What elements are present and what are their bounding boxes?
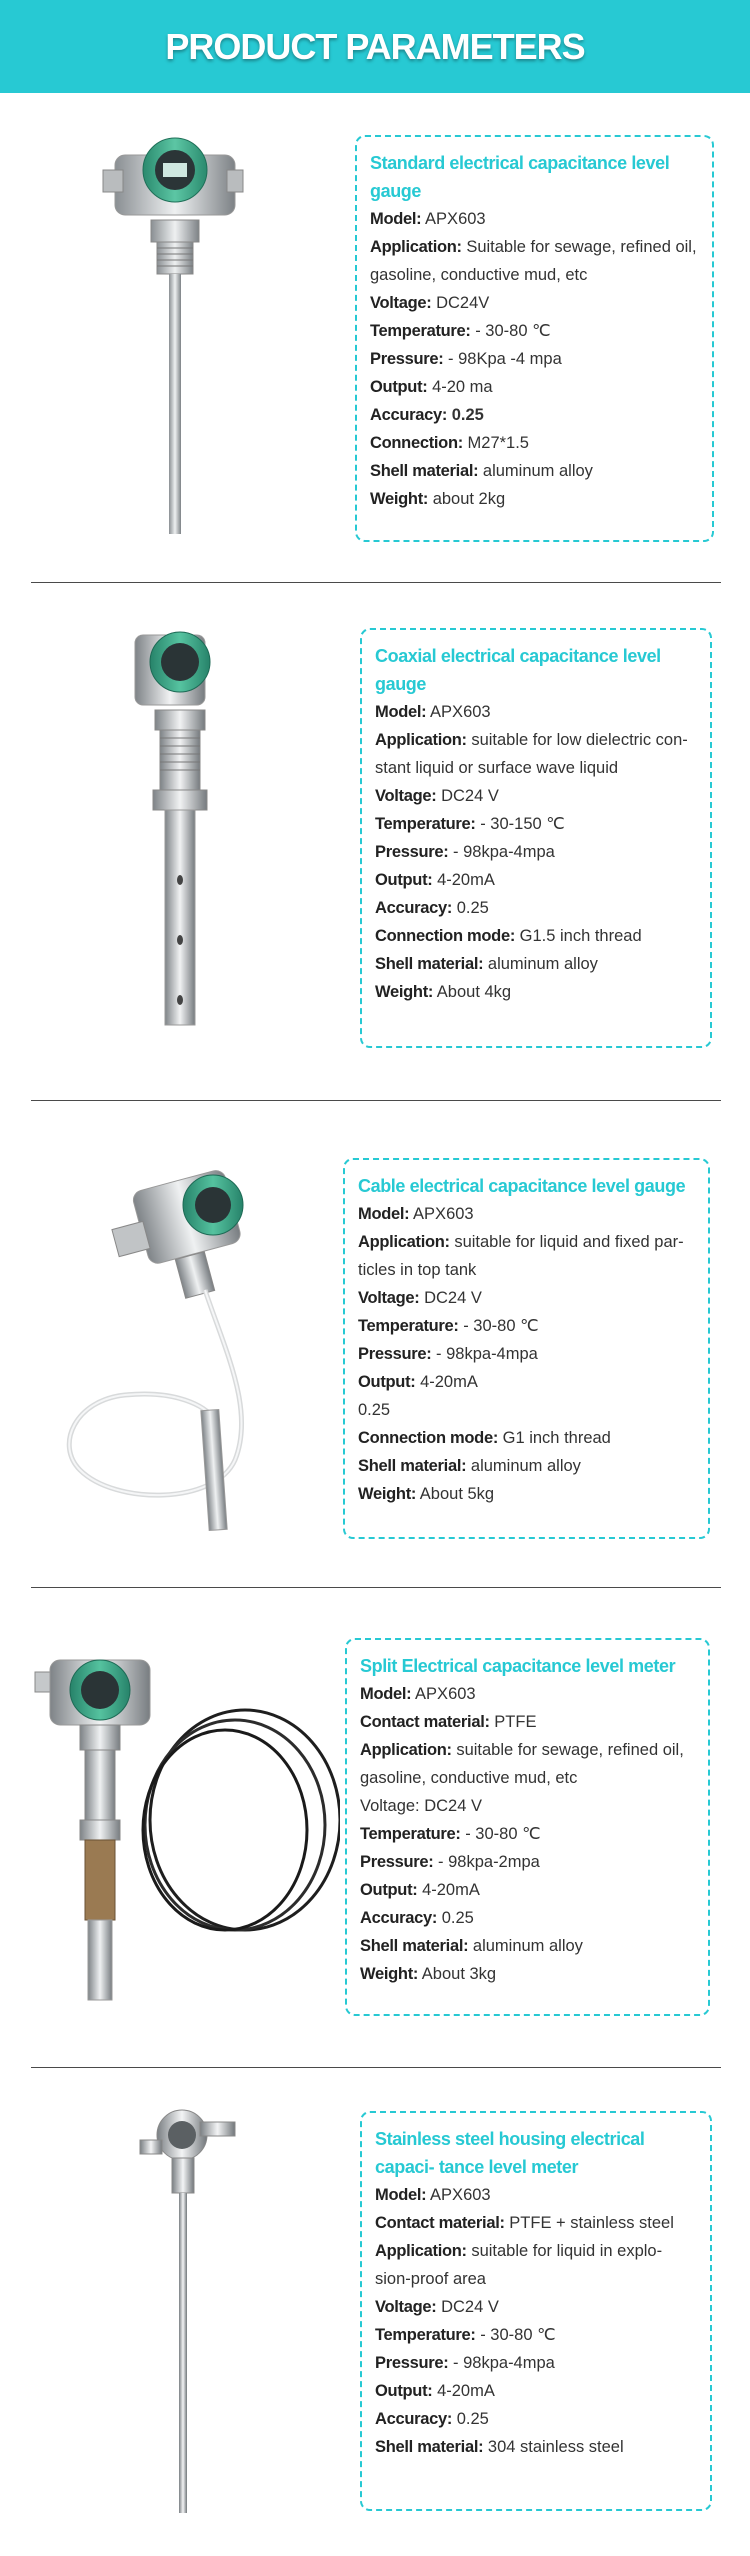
spec-value: - 30-80 ℃ (463, 1317, 539, 1335)
spec-row (375, 2181, 700, 2209)
spec-value: 4-20mA (422, 1881, 480, 1899)
spec-row (370, 401, 702, 429)
product-card-coaxial (360, 628, 712, 1048)
level-gauge-photo (95, 125, 245, 545)
spec-value: - 30-80 ℃ (465, 1825, 541, 1843)
spec-label: Application: (370, 238, 462, 256)
spec-row (375, 894, 700, 922)
spec-row (358, 1200, 698, 1228)
stainless-probe-photo (130, 2100, 240, 2520)
spec-row (375, 782, 700, 810)
product-card-split (345, 1638, 710, 2016)
spec-value: 0.25 (451, 406, 484, 424)
spec-value: suitable for low dielectric con- stant liquid or surface wave liquid (375, 731, 688, 777)
spec-label: Shell material: (358, 1457, 467, 1475)
spec-label: Output: (370, 378, 428, 396)
coaxial-probe-photo (125, 620, 235, 1040)
product-title: Standard electrical capacitance level gauge (370, 153, 670, 201)
spec-value: aluminum alloy (487, 955, 598, 973)
spec-row (358, 1396, 698, 1424)
spec-label: Weight: (360, 1965, 419, 1983)
spec-label: Pressure: (375, 843, 449, 861)
spec-row (360, 1708, 698, 1736)
spec-label: Temperature: (375, 815, 476, 833)
spec-row (358, 1480, 698, 1508)
spec-label: Output: (358, 1373, 416, 1391)
spec-value: APX603 (415, 1685, 476, 1703)
spec-row (375, 922, 700, 950)
spec-row (360, 1876, 698, 1904)
spec-row (375, 2405, 700, 2433)
page-title: PRODUCT PARAMETERS (165, 25, 585, 67)
spec-value: 0.25 (456, 2410, 489, 2428)
spec-row (375, 2321, 700, 2349)
spec-value: APX603 (425, 210, 486, 228)
spec-label: Connection: (370, 434, 463, 452)
spec-label: Output: (360, 1881, 418, 1899)
spec-value: suitable for liquid in explo- sion-proof area (375, 2242, 663, 2288)
spec-row (358, 1452, 698, 1480)
spec-row (370, 457, 702, 485)
spec-label: Application: (375, 2242, 467, 2260)
product-title: Coaxial electrical capacitance level gauge (375, 646, 661, 694)
spec-label: Temperature: (360, 1825, 461, 1843)
spec-value: - 98kpa-2mpa (438, 1853, 540, 1871)
spec-value: PTFE (494, 1713, 537, 1731)
spec-value: DC24 V (424, 1289, 482, 1307)
spec-row (358, 1312, 698, 1340)
spec-row (370, 485, 702, 513)
spec-value: DC24V (436, 294, 490, 312)
spec-label: Pressure: (358, 1345, 432, 1363)
product-title: Split Electrical capacitance level meter (360, 1656, 676, 1676)
spec-row (360, 1736, 698, 1792)
spec-value: 304 stainless steel (487, 2438, 624, 2456)
spec-label: Model: (360, 1685, 412, 1703)
spec-label: Output: (375, 871, 433, 889)
divider (31, 582, 721, 583)
spec-value: - 98kpa-4mpa (453, 843, 555, 861)
spec-row (358, 1228, 698, 1284)
spec-label: Connection mode: (375, 927, 516, 945)
spec-label: Voltage: (375, 787, 437, 805)
spec-label: Shell material: (375, 2438, 484, 2456)
spec-value: aluminum alloy (470, 1457, 581, 1475)
spec-value: - 30-80 ℃ (475, 322, 551, 340)
divider (31, 1100, 721, 1101)
spec-value: About 4kg (436, 983, 512, 1001)
spec-value: 4-20mA (437, 871, 495, 889)
spec-label: Temperature: (375, 2326, 476, 2344)
spec-label: Application: (360, 1741, 452, 1759)
spec-value: 4-20 ma (432, 378, 493, 396)
spec-label: Application: (375, 731, 467, 749)
spec-label: Contact material: (375, 2214, 505, 2232)
spec-value: APX603 (430, 703, 491, 721)
divider (31, 1587, 721, 1588)
product-title: Stainless steel housing electrical capaci- tance level meter (375, 2129, 645, 2177)
divider (31, 2067, 721, 2068)
spec-value: DC24 V (441, 2298, 499, 2316)
spec-row (370, 317, 702, 345)
spec-value: - 30-150 ℃ (480, 815, 565, 833)
spec-row (370, 373, 702, 401)
spec-label: Temperature: (370, 322, 471, 340)
spec-value: APX603 (413, 1205, 474, 1223)
spec-row (360, 1904, 698, 1932)
spec-label: Shell material: (370, 462, 479, 480)
spec-row (375, 2377, 700, 2405)
banner (0, 0, 750, 93)
spec-label: Voltage: (375, 2298, 437, 2316)
spec-label: Accuracy: (375, 899, 453, 917)
spec-label: Temperature: (358, 1317, 459, 1335)
spec-value: 4-20mA (437, 2382, 495, 2400)
product-card-cable (343, 1158, 710, 1539)
spec-label: Accuracy: (360, 1909, 438, 1927)
spec-label: Weight: (370, 490, 429, 508)
spec-row (358, 1340, 698, 1368)
spec-row (375, 2293, 700, 2321)
spec-row (370, 429, 702, 457)
spec-row (375, 950, 700, 978)
spec-label: Contact material: (360, 1713, 490, 1731)
spec-value: 4-20mA (420, 1373, 478, 1391)
spec-label: Output: (375, 2382, 433, 2400)
spec-row (375, 2209, 700, 2237)
spec-row (375, 978, 700, 1006)
spec-label: Pressure: (375, 2354, 449, 2372)
spec-value: suitable for liquid and fixed par- ticles in top tank (358, 1233, 684, 1279)
spec-row (375, 2433, 700, 2461)
spec-label: Model: (375, 703, 427, 721)
cable-probe-photo (55, 1160, 315, 1540)
spec-value: 0.25 (441, 1909, 474, 1927)
spec-value: About 5kg (419, 1485, 495, 1503)
spec-label: Pressure: (370, 350, 444, 368)
spec-label: Voltage: (358, 1289, 420, 1307)
spec-row (370, 205, 702, 233)
spec-value: - 98Kpa -4 mpa (448, 350, 562, 368)
product-card-standard (355, 135, 714, 542)
product-title: Cable electrical capacitance level gauge (358, 1176, 686, 1196)
spec-value: PTFE + stainless steel (509, 2214, 674, 2232)
spec-label: Weight: (358, 1485, 417, 1503)
spec-label: Shell material: (360, 1937, 469, 1955)
spec-label: Shell material: (375, 955, 484, 973)
spec-row (358, 1284, 698, 1312)
spec-value: Suitable for sewage, refined oil, gasoline, conductive mud, etc (370, 238, 697, 284)
spec-label: Application: (358, 1233, 450, 1251)
spec-value: aluminum alloy (482, 462, 593, 480)
spec-value: about 2kg (432, 490, 506, 508)
spec-row (360, 1932, 698, 1960)
split-probe-photo (30, 1650, 340, 2020)
spec-value: G1.5 inch thread (519, 927, 642, 945)
spec-value: APX603 (430, 2186, 491, 2204)
spec-row (375, 726, 700, 782)
product-card-stainless (360, 2111, 712, 2511)
spec-value: - 30-80 ℃ (480, 2326, 556, 2344)
spec-row (370, 289, 702, 317)
spec-value: - 98kpa-4mpa (436, 1345, 538, 1363)
spec-label: Accuracy: (375, 2410, 453, 2428)
spec-label: Accuracy: (370, 406, 448, 424)
spec-label: Model: (358, 1205, 410, 1223)
spec-value: G1 inch thread (502, 1429, 611, 1447)
spec-row (358, 1424, 698, 1452)
spec-row (375, 2237, 700, 2293)
spec-label: Voltage: (370, 294, 432, 312)
spec-value: About 3kg (421, 1965, 497, 1983)
spec-value: Voltage: DC24 V (360, 1797, 482, 1815)
spec-value: aluminum alloy (472, 1937, 583, 1955)
spec-row (375, 838, 700, 866)
spec-value: DC24 V (441, 787, 499, 805)
spec-row (360, 1820, 698, 1848)
spec-label: Model: (370, 210, 422, 228)
spec-label: Model: (375, 2186, 427, 2204)
spec-value: 0.25 (358, 1401, 391, 1419)
spec-row (375, 698, 700, 726)
spec-value: M27*1.5 (467, 434, 529, 452)
spec-value: suitable for sewage, refined oil, gasoline, conductive mud, etc (360, 1741, 684, 1787)
spec-row (360, 1680, 698, 1708)
spec-value: - 98kpa-4mpa (453, 2354, 555, 2372)
spec-row (360, 1792, 698, 1820)
spec-label: Pressure: (360, 1853, 434, 1871)
spec-row (370, 233, 702, 289)
spec-row (375, 866, 700, 894)
spec-row (370, 345, 702, 373)
spec-row (358, 1368, 698, 1396)
spec-row (360, 1848, 698, 1876)
spec-row (375, 2349, 700, 2377)
spec-label: Weight: (375, 983, 434, 1001)
spec-value: 0.25 (456, 899, 489, 917)
spec-row (360, 1960, 698, 1988)
spec-label: Connection mode: (358, 1429, 499, 1447)
spec-row (375, 810, 700, 838)
